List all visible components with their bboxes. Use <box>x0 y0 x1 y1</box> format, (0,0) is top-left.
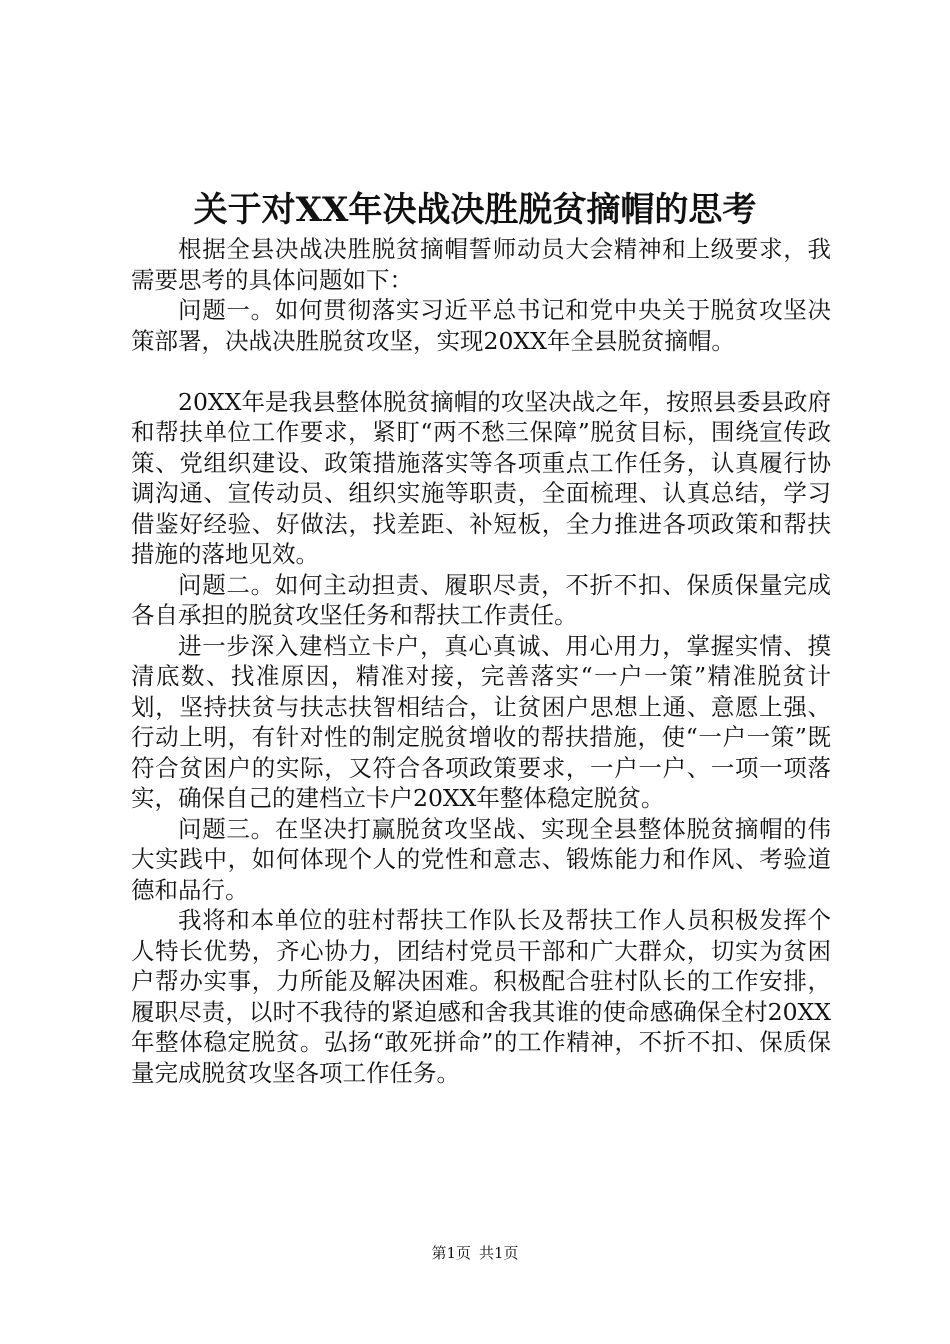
document-body <box>131 234 831 1088</box>
document-title: 关于对XX年决战决胜脱贫摘帽的思考 <box>193 190 757 230</box>
page-number: 第1页 <box>431 1244 471 1262</box>
paragraph-question-2: 问题二。如何主动担责、履职尽责，不折不扣、保质保量完成各自承担的脱贫攻坚任务和帮扶工作责任。 <box>131 570 831 629</box>
paragraph-spacer <box>131 356 831 387</box>
page-total: 共1页 <box>479 1244 519 1262</box>
paragraph-intro: 根据全县决战决胜脱贫摘帽誓师动员大会精神和上级要求，我需要思考的具体问题如下： <box>131 235 831 294</box>
page-footer <box>0 1243 950 1263</box>
paragraph-question-3: 问题三。在坚决打赢脱贫攻坚战、实现全县整体脱贫摘帽的伟大实践中，如何体现个人的党性和意志、锻炼能力和作风、考验道德和品行。 <box>131 814 831 904</box>
paragraph-answer-3: 我将和本单位的驻村帮扶工作队长及帮扶工作人员积极发挥个人特长优势，齐心协力，团结村党员干部和广大群众，切实为贫困户帮办实事，力所能及解决困难。积极配合驻村队长的工作安排，履职尽责，以时不我待的紧迫感和舍我其谁的使命感确保全村20XX年整体稳定脱贫。弘扬“敢死拼命”的工作精神，不折不扣、保质保量完成脱贫攻坚各项工作任务。 <box>131 906 831 1087</box>
paragraph-answer-2: 进一步深入建档立卡户，真心真诚、用心用力，掌握实情、摸清底数、找准原因，精准对接，完善落实“一户一策”精准脱贫计划，坚持扶贫与扶志扶智相结合，让贫困户思想上通、意愿上强、行动上明，有针对性的制定脱贫增收的帮扶措施，使“一户一策”既符合贫困户的实际，又符合各项政策要求，一户一户、一项一项落实，确保自己的建档立卡户20XX年整体稳定脱贫。 <box>131 631 831 812</box>
paragraph-question-1: 问题一。如何贯彻落实习近平总书记和党中央关于脱贫攻坚决策部署，决战决胜脱贫攻坚，实现20XX年全县脱贫摘帽。 <box>131 296 831 355</box>
paragraph-answer-1: 20XX年是我县整体脱贫摘帽的攻坚决战之年，按照县委县政府和帮扶单位工作要求，紧盯“两不愁三保障”脱贫目标，围绕宣传政策、党组织建设、政策措施落实等各项重点工作任务，认真履行协调沟通、宣传动员、组织实施等职责，全面梳理、认真总结，学习借鉴好经验、好做法，找差距、补短板，全力推进各项政策和帮扶措施的落地见效。 <box>131 387 831 568</box>
